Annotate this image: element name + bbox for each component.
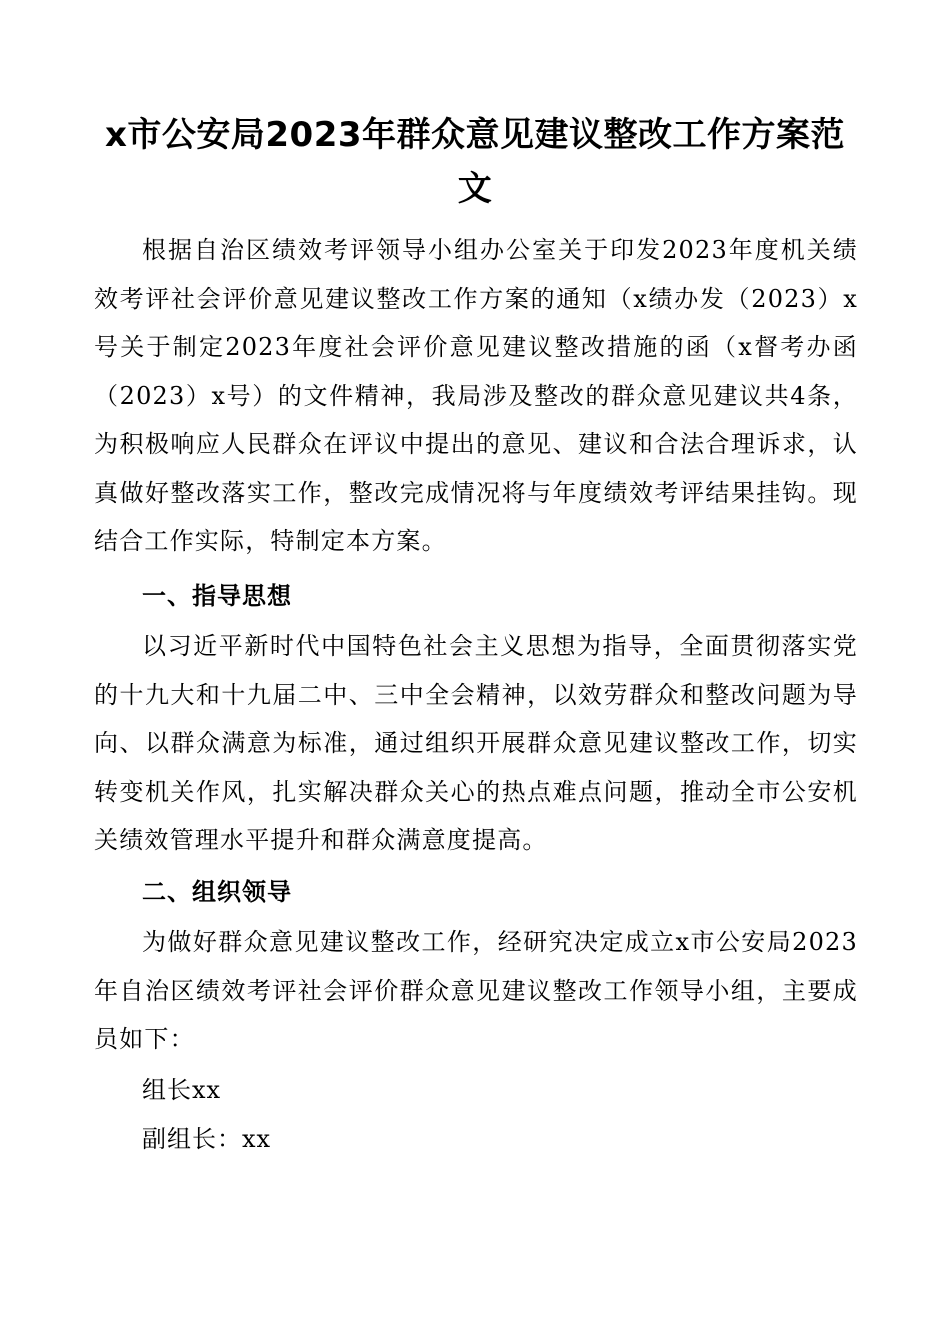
member-deputy-team-leader: 副组长：xx [142, 1125, 272, 1153]
intro-paragraph: 根据自治区绩效考评领导小组办公室关于印发2023年度机关绩效考评社会评价意见建议整改工作方案的通知（x绩办发（2023）x号关于制定2023年度社会评价意见建议整改措施的函（x督考办函（2023）x号）的文件精神，我局涉及整改的群众意见建议共4条，为积极响应人民群众在评议中提出的意见、建议和合法合理诉求，认真做好整改落实工作，整改完成情况将与年度绩效考评结果挂钩。现结合工作实际，特制定本方案。 [94, 236, 858, 555]
guiding-ideology-paragraph: 以习近平新时代中国特色社会主义思想为指导，全面贯彻落实党的十九大和十九届二中、三中全会精神，以效劳群众和整改问题为导向、以群众满意为标准，通过组织开展群众意见建议整改工作，切实转变机关作风，扎实解决群众关心的热点难点问题，推动全市公安机关绩效管理水平提升和群众满意度提高。 [94, 632, 858, 854]
organization-leadership-paragraph: 为做好群众意见建议整改工作，经研究决定成立x市公安局2023年自治区绩效考评社会评价群众意见建议整改工作领导小组，主要成员如下： [94, 928, 858, 1053]
section-heading-guiding-ideology: 一、指导思想 [142, 582, 292, 610]
section-heading-organization-leadership: 二、组织领导 [142, 878, 292, 906]
document-title: x市公安局2023年群众意见建议整改工作方案范文 [104, 115, 846, 209]
member-team-leader: 组长xx [142, 1076, 222, 1104]
